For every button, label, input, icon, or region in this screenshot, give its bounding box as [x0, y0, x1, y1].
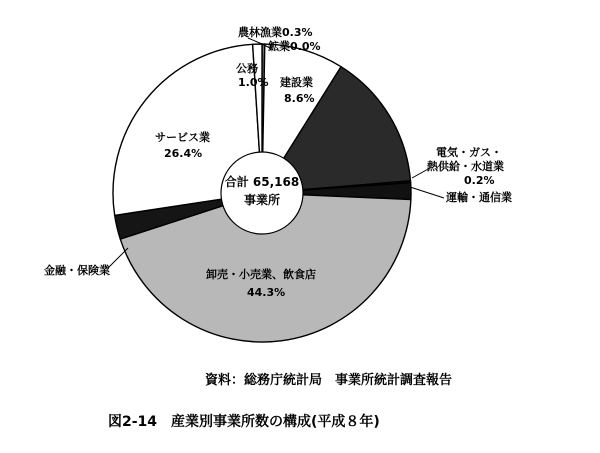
- label-utility-1: 電気・ガス・: [436, 146, 502, 159]
- label-retail: 卸売・小売業、飲食店: [206, 268, 316, 281]
- label-mining: 鉱業0.0%: [268, 40, 321, 53]
- label-public: 公務: [236, 62, 258, 75]
- label-utility-pct: 0.2%: [464, 174, 495, 187]
- label-transport: 運輸・通信業: [446, 191, 512, 204]
- label-public-pct: 1.0%: [238, 76, 269, 89]
- label-utility-2: 熱供給・水道業: [427, 160, 504, 173]
- figure-caption: 図2-14 産業別事業所数の構成(平成８年): [108, 414, 380, 430]
- source-note: 資料：総務庁統計局 事業所統計調査報告: [205, 373, 453, 388]
- label-construction-pct: 8.6%: [284, 92, 315, 105]
- leader-line-4: [108, 248, 128, 268]
- label-service: サービス業: [155, 131, 210, 144]
- label-agri: 農林漁業0.3%: [238, 26, 313, 39]
- center-label-unit: 事業所: [243, 193, 281, 207]
- label-retail-pct: 44.3%: [247, 286, 286, 299]
- center-label-total: 合計 65,168: [224, 175, 300, 189]
- label-construction: 建設業: [280, 76, 313, 89]
- leader-line-3: [410, 187, 444, 198]
- label-service-pct: 26.4%: [164, 147, 203, 160]
- label-finance: 金融・保険業: [44, 264, 110, 277]
